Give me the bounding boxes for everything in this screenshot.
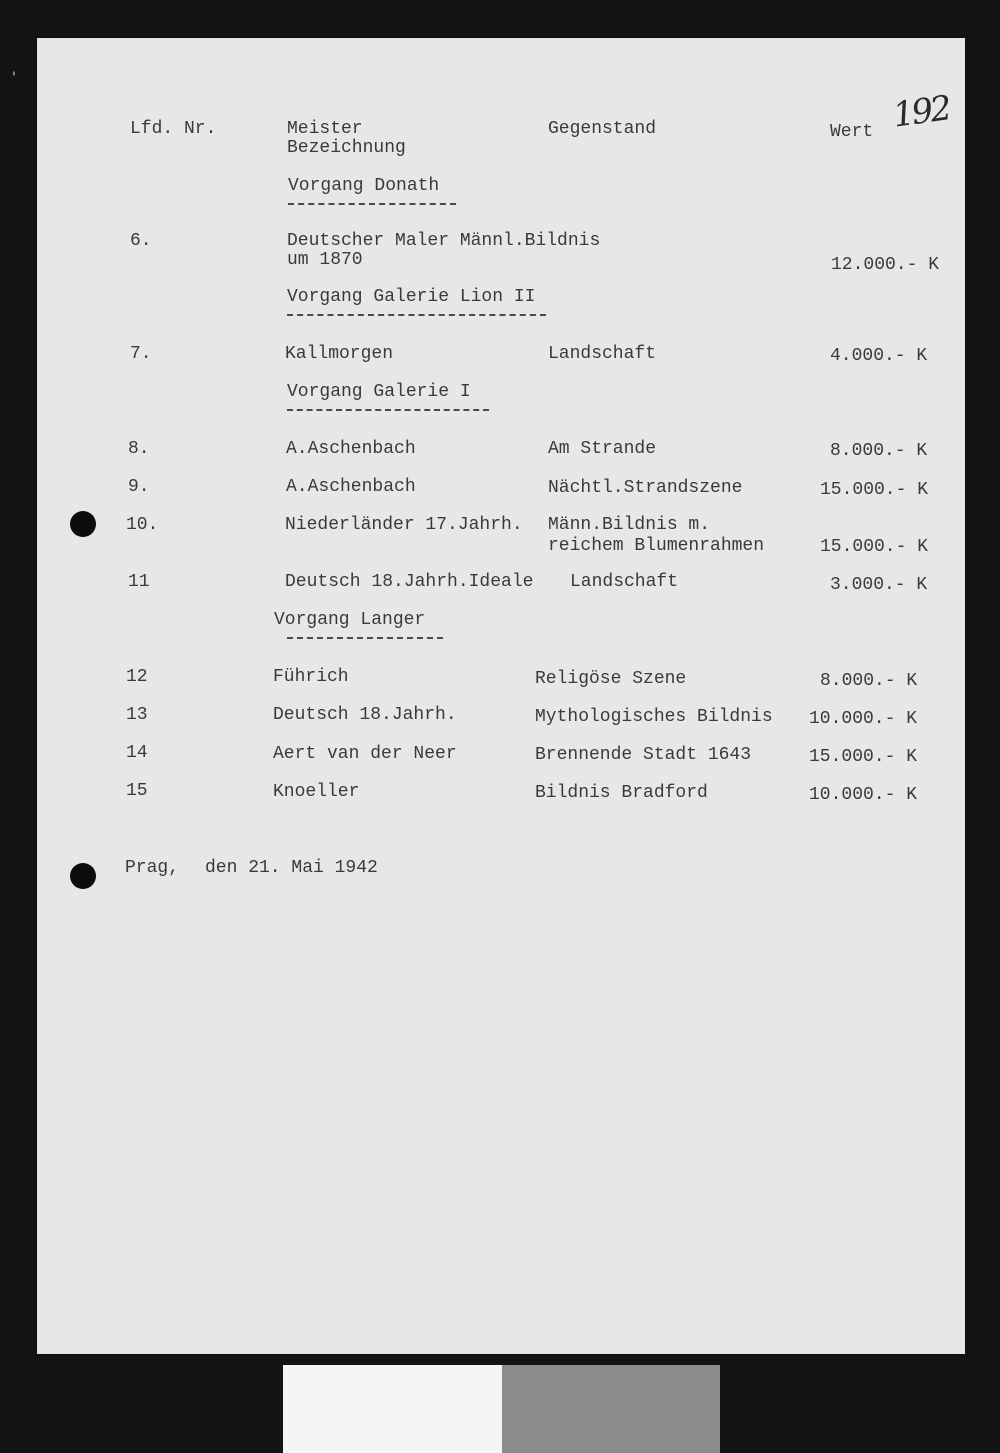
heading-underline	[287, 409, 489, 411]
row-meister: Deutsch 18.Jahrh.	[273, 705, 457, 725]
row-meister: Knoeller	[273, 782, 360, 802]
row-meister: Niederländer 17.Jahrh.	[285, 515, 523, 535]
group-heading: Vorgang Galerie Lion II	[287, 287, 536, 307]
row-meister: A.Aschenbach	[286, 439, 416, 459]
row-wert: 3.000.- K	[830, 575, 928, 595]
row-nr: 9.	[128, 477, 150, 497]
edge-mark: '	[12, 70, 16, 86]
heading-underline	[287, 637, 443, 639]
row-gegenstand-line2: reichem Blumenrahmen	[548, 536, 765, 556]
row-gegenstand: Landschaft	[570, 572, 679, 592]
row-nr: 15	[126, 781, 148, 801]
white-swatch	[283, 1365, 502, 1453]
row-gegenstand: Nächtl.Strandszene	[548, 478, 743, 498]
row-meister: Deutscher Maler Männl.Bildnis	[287, 231, 601, 251]
row-wert: 4.000.- K	[830, 346, 928, 366]
row-nr: 11	[128, 572, 150, 592]
header-lfd-nr: Lfd. Nr.	[130, 119, 217, 139]
row-wert: 15.000.- K	[809, 747, 918, 767]
row-wert: 10.000.- K	[809, 709, 918, 729]
row-meister: Kallmorgen	[285, 344, 394, 364]
heading-underline	[287, 314, 546, 316]
footer-place: Prag,	[125, 858, 180, 878]
row-gegenstand: Männ.Bildnis m.	[548, 515, 711, 535]
row-meister: Deutsch 18.Jahrh.Ideale	[285, 572, 534, 592]
row-nr: 8.	[128, 439, 150, 459]
row-gegenstand: Landschaft	[548, 344, 657, 364]
punch-hole	[70, 511, 96, 537]
row-gegenstand: Am Strande	[548, 439, 657, 459]
row-nr: 14	[126, 743, 148, 763]
gray-swatch	[502, 1365, 720, 1453]
row-gegenstand: Bildnis Bradford	[535, 783, 708, 803]
row-meister: Führich	[273, 667, 349, 687]
row-meister-line2: um 1870	[287, 250, 363, 270]
row-nr: 10.	[126, 515, 159, 535]
row-nr: 12	[126, 667, 148, 687]
group-heading: Vorgang Langer	[274, 610, 426, 630]
folio-number: 192	[890, 88, 952, 136]
row-gegenstand: Religöse Szene	[535, 669, 687, 689]
header-gegenstand: Gegenstand	[548, 119, 657, 139]
row-gegenstand: Brennende Stadt 1643	[535, 745, 752, 765]
group-heading: Vorgang Donath	[288, 176, 440, 196]
punch-hole	[70, 863, 96, 889]
row-wert: 15.000.- K	[820, 480, 929, 500]
row-nr: 13	[126, 705, 148, 725]
header-wert: Wert	[830, 122, 874, 142]
row-meister: A.Aschenbach	[286, 477, 416, 497]
row-wert: 15.000.- K	[820, 537, 929, 557]
row-meister: Aert van der Neer	[273, 744, 457, 764]
row-wert: 8.000.- K	[830, 441, 928, 461]
row-gegenstand: Mythologisches Bildnis	[535, 707, 773, 727]
header-meister: Meister	[287, 119, 363, 139]
header-bezeichnung: Bezeichnung	[287, 138, 406, 158]
footer-date: den 21. Mai 1942	[205, 858, 378, 878]
row-nr: 6.	[130, 231, 152, 251]
row-wert: 10.000.- K	[809, 785, 918, 805]
row-wert: 12.000.- K	[831, 255, 940, 275]
heading-underline	[288, 203, 456, 205]
row-wert: 8.000.- K	[820, 671, 918, 691]
row-nr: 7.	[130, 344, 152, 364]
group-heading: Vorgang Galerie I	[287, 382, 471, 402]
